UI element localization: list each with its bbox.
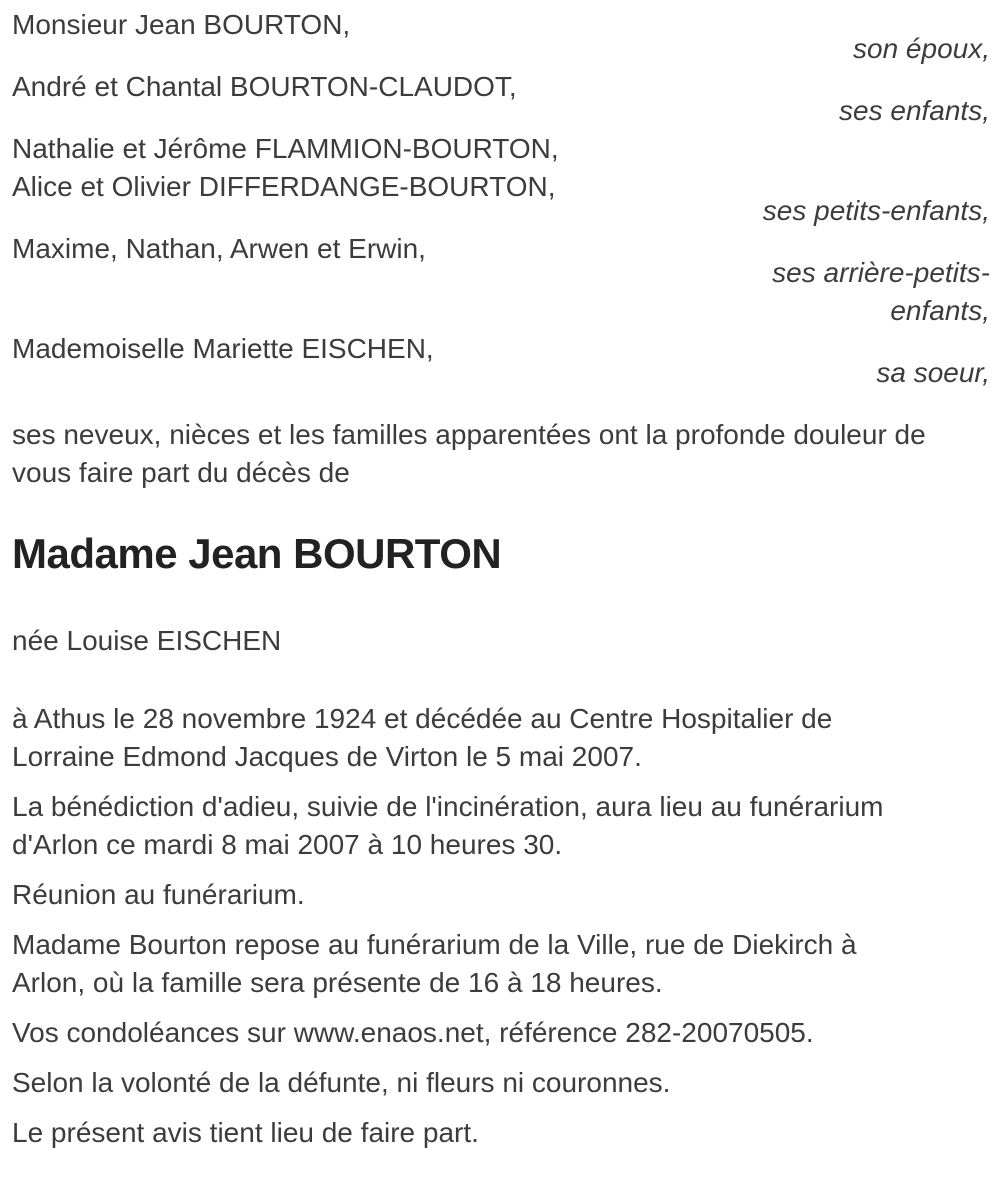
- intro-line: vous faire part du décès de: [12, 457, 350, 488]
- relation-label: son époux,: [853, 33, 990, 64]
- family-entry: [12, 330, 990, 392]
- family-member-name: Mademoiselle Mariette EISCHEN,: [12, 333, 434, 364]
- paragraph-line: La bénédiction d'adieu, suivie de l'incinération, aura lieu au funérarium: [12, 791, 884, 822]
- relation-label: ses petits-enfants,: [762, 195, 990, 226]
- paragraph-line: Réunion au funérarium.: [12, 879, 305, 910]
- notice-paragraph: [12, 1064, 990, 1102]
- family-member-name: Alice et Olivier DIFFERDANGE-BOURTON,: [12, 171, 556, 202]
- notice-body: [12, 700, 990, 1152]
- paragraph-line: Madame Bourton repose au funérarium de la Ville, rue de Diekirch à: [12, 929, 857, 960]
- family-entry: [12, 130, 990, 230]
- family-member-name: Maxime, Nathan, Arwen et Erwin,: [12, 233, 426, 264]
- family-entry: [12, 230, 990, 330]
- notice-paragraph: [12, 1014, 990, 1052]
- paragraph-line: Selon la volonté de la défunte, ni fleurs ni couronnes.: [12, 1067, 671, 1098]
- paragraph-line: à Athus le 28 novembre 1924 et décédée au Centre Hospitalier de: [12, 703, 833, 734]
- notice-paragraph: [12, 788, 990, 864]
- paragraph-line: Arlon, où la famille sera présente de 16 à 18 heures.: [12, 967, 663, 998]
- maiden-name: née Louise EISCHEN: [12, 625, 282, 656]
- notice-paragraph: [12, 1114, 990, 1152]
- deceased-name-heading: Madame Jean BOURTON: [12, 530, 502, 577]
- family-entry: [12, 6, 990, 68]
- paragraph-line: d'Arlon ce mardi 8 mai 2007 à 10 heures 30.: [12, 829, 563, 860]
- intro-text: [12, 416, 990, 492]
- relation-label: ses enfants,: [839, 95, 990, 126]
- relation-label: sa soeur,: [876, 357, 990, 388]
- notice-paragraph: [12, 876, 990, 914]
- family-member-name: Monsieur Jean BOURTON,: [12, 9, 351, 40]
- intro-line: ses neveux, nièces et les familles apparentées ont la profonde douleur de: [12, 419, 926, 450]
- notice-paragraph: [12, 700, 990, 776]
- family-member-name: Nathalie et Jérôme FLAMMION-BOURTON,: [12, 133, 559, 164]
- paragraph-line: Vos condoléances sur www.enaos.net, référence 282-20070505.: [12, 1017, 814, 1048]
- notice-paragraph: [12, 926, 990, 1002]
- family-entry: [12, 68, 990, 130]
- paragraph-line: Le présent avis tient lieu de faire part.: [12, 1117, 479, 1148]
- death-notice: [12, 6, 990, 1152]
- family-member-name: André et Chantal BOURTON-CLAUDOT,: [12, 71, 517, 102]
- paragraph-line: Lorraine Edmond Jacques de Virton le 5 mai 2007.: [12, 741, 642, 772]
- family-list: [12, 6, 990, 392]
- relation-label: ses arrière-petits-enfants,: [772, 257, 990, 326]
